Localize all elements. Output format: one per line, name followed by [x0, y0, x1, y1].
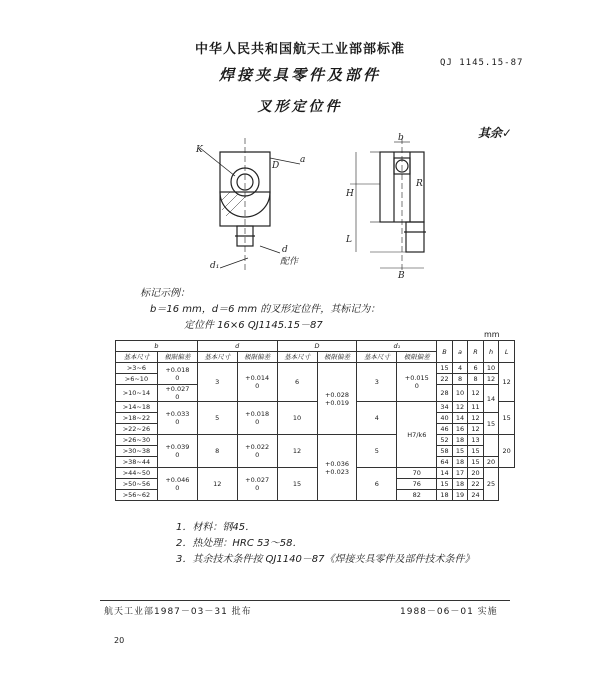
cell-B: 34 [437, 402, 453, 413]
unit-label: mm [484, 330, 500, 339]
document-subtitle: 叉形定位件 [257, 99, 343, 115]
cell-b: >14~18 [116, 402, 158, 413]
cell-a: 15 [437, 479, 453, 490]
cell-b: >44~50 [116, 468, 158, 479]
th-R: R [468, 341, 484, 363]
sub-b-tol: 极限偏差 [157, 352, 197, 363]
cell-h: 24 [468, 490, 484, 501]
cell-R: 15 [468, 457, 484, 468]
label-d: d [282, 245, 288, 255]
sub-d1-size: 基本尺寸 [357, 352, 397, 363]
sub-D-size: 基本尺寸 [277, 352, 317, 363]
cell-h: 12 [483, 374, 499, 385]
cell-h: 15 [483, 413, 499, 435]
cell-B: 70 [397, 468, 437, 479]
cell-L: 20 [499, 435, 515, 468]
cell-b-tol: +0.033 0 [157, 402, 197, 435]
example-line-2: 定位件 16×6 QJ1145.15－87 [184, 320, 323, 331]
label-d1: d₁ [210, 261, 220, 271]
cell-R: 12 [468, 385, 484, 402]
cell-h: 20 [483, 457, 499, 468]
cell-a: 18 [452, 435, 468, 446]
cell-R: 19 [452, 490, 468, 501]
cell-B: 52 [437, 435, 453, 446]
label-H: H [346, 189, 354, 199]
th-B: B [437, 341, 453, 363]
pin-side [406, 222, 424, 252]
footer-rule [100, 600, 510, 601]
page-number: 20 [114, 636, 125, 645]
cell-d1: 3 [357, 363, 397, 402]
cell-D: 6 [277, 363, 317, 402]
cell-R: 15 [468, 446, 484, 457]
cell-b: >10~14 [116, 385, 158, 402]
cell-b: >18~22 [116, 413, 158, 424]
cell-h: 14 [483, 385, 499, 413]
technical-drawing [180, 128, 440, 280]
roughness-label: 其余 [478, 126, 503, 140]
example-heading: 标记示例： [140, 288, 190, 299]
cell-h: 20 [468, 468, 484, 479]
standard-org-header: 中华人民共和国航天工业部部标准 [194, 42, 405, 57]
th-d1: d₁ [357, 341, 437, 352]
cell-b: >22~26 [116, 424, 158, 435]
cell-d1: 6 [357, 468, 397, 501]
cell-b: >3~6 [116, 363, 158, 374]
label-L: L [346, 235, 352, 245]
th-D: D [277, 341, 357, 352]
cell-D: 10 [277, 402, 317, 435]
label-K: K [196, 145, 203, 155]
note-1: 1．材料：钢45． [176, 522, 256, 533]
label-B: B [398, 271, 405, 280]
cell-a: 8 [452, 374, 468, 385]
cell-L: 12 [499, 363, 515, 402]
cell-R: 13 [468, 435, 484, 446]
cell-d-tol: +0.018 0 [237, 402, 277, 435]
cell-L: 15 [499, 402, 515, 435]
cell-b-tol: +0.039 0 [157, 435, 197, 468]
cell-a: 18 [437, 490, 453, 501]
cell-D-tol: +0.036 +0.023 [317, 435, 357, 501]
sub-d-size: 基本尺寸 [197, 352, 237, 363]
cell-d1: 5 [357, 435, 397, 468]
cell-h: 22 [468, 479, 484, 490]
cell-R: 6 [468, 363, 484, 374]
sub-d-tol: 极限偏差 [237, 352, 277, 363]
footer-issued: 航天工业部1987－03－31 批布 [104, 607, 252, 617]
cell-b: >30~38 [116, 446, 158, 457]
cell-h [483, 435, 499, 457]
cell-b: >56~62 [116, 490, 158, 501]
roughness-note [478, 124, 512, 141]
cell-B: 76 [397, 479, 437, 490]
cell-R: 12 [468, 413, 484, 424]
cell-d1-tol: H7/k6 [397, 402, 437, 468]
example-line-1: b＝16 mm，d＝6 mm 的叉形定位件，其标记为： [150, 304, 381, 315]
cell-d1-tol: +0.015 0 [397, 363, 437, 402]
cell-a: 16 [452, 424, 468, 435]
th-L: L [499, 341, 515, 363]
cell-d: 12 [197, 468, 237, 501]
cell-B: 15 [437, 363, 453, 374]
cell-R: 17 [452, 468, 468, 479]
cell-b-tol: +0.027 0 [157, 385, 197, 402]
cell-R: 12 [468, 424, 484, 435]
spec-table [115, 340, 515, 501]
cell-d-tol: +0.027 0 [237, 468, 277, 501]
cell-a: 10 [452, 385, 468, 402]
document-title: 焊接夹具零件及部件 [218, 66, 381, 84]
cell-B: 82 [397, 490, 437, 501]
cell-D: 12 [277, 435, 317, 468]
cell-d: 5 [197, 402, 237, 435]
cell-B: 22 [437, 374, 453, 385]
cell-B: 40 [437, 413, 453, 424]
cell-B: 46 [437, 424, 453, 435]
cell-b: >50~56 [116, 479, 158, 490]
cell-a: 18 [452, 457, 468, 468]
cell-d: 3 [197, 363, 237, 402]
cell-d: 8 [197, 435, 237, 468]
cell-B: 28 [437, 385, 453, 402]
cell-B: 64 [437, 457, 453, 468]
standard-code: QJ 1145.15-87 [440, 58, 524, 68]
th-d: d [197, 341, 277, 352]
cell-d-tol: +0.022 0 [237, 435, 277, 468]
cell-a: 15 [452, 446, 468, 457]
label-R: R [416, 179, 423, 189]
footer-effective: 1988－06－01 实施 [400, 607, 498, 617]
cell-B: 58 [437, 446, 453, 457]
label-b: b [398, 133, 404, 143]
cell-b: >26~30 [116, 435, 158, 446]
cell-b-tol: +0.018 0 [157, 363, 197, 385]
th-b: b [116, 341, 198, 352]
cell-h: 10 [483, 363, 499, 374]
label-D: D [272, 161, 280, 171]
cell-R: 18 [452, 479, 468, 490]
cell-b: >6~10 [116, 374, 158, 385]
roughness-check-icon: ✓ [502, 126, 513, 140]
cell-a: 4 [452, 363, 468, 374]
cell-R: 8 [468, 374, 484, 385]
cell-d-tol: +0.014 0 [237, 363, 277, 402]
sub-d1-tol: 极限偏差 [397, 352, 437, 363]
cell-a: 12 [452, 402, 468, 413]
cell-b: >38~44 [116, 457, 158, 468]
cell-R: 11 [468, 402, 484, 413]
th-a: a [452, 341, 468, 363]
cell-a: 14 [437, 468, 453, 479]
cell-L: 25 [483, 468, 499, 501]
sub-b-size: 基本尺寸 [116, 352, 158, 363]
cell-d1: 4 [357, 402, 397, 435]
cell-a: 14 [452, 413, 468, 424]
sub-D-tol: 极限偏差 [317, 352, 357, 363]
note-2: 2．热处理：HRC 53～58． [176, 538, 303, 549]
cell-D-tol: +0.028 +0.019 [317, 363, 357, 435]
label-pei: 配作 [280, 257, 299, 267]
label-a: a [300, 155, 306, 165]
note-3: 3．其余技术条件按 QJ1140－87《焊接夹具零件及部件技术条件》 [176, 554, 475, 565]
th-h: h [483, 341, 499, 363]
cell-b-tol: +0.046 0 [157, 468, 197, 501]
cell-D: 15 [277, 468, 317, 501]
